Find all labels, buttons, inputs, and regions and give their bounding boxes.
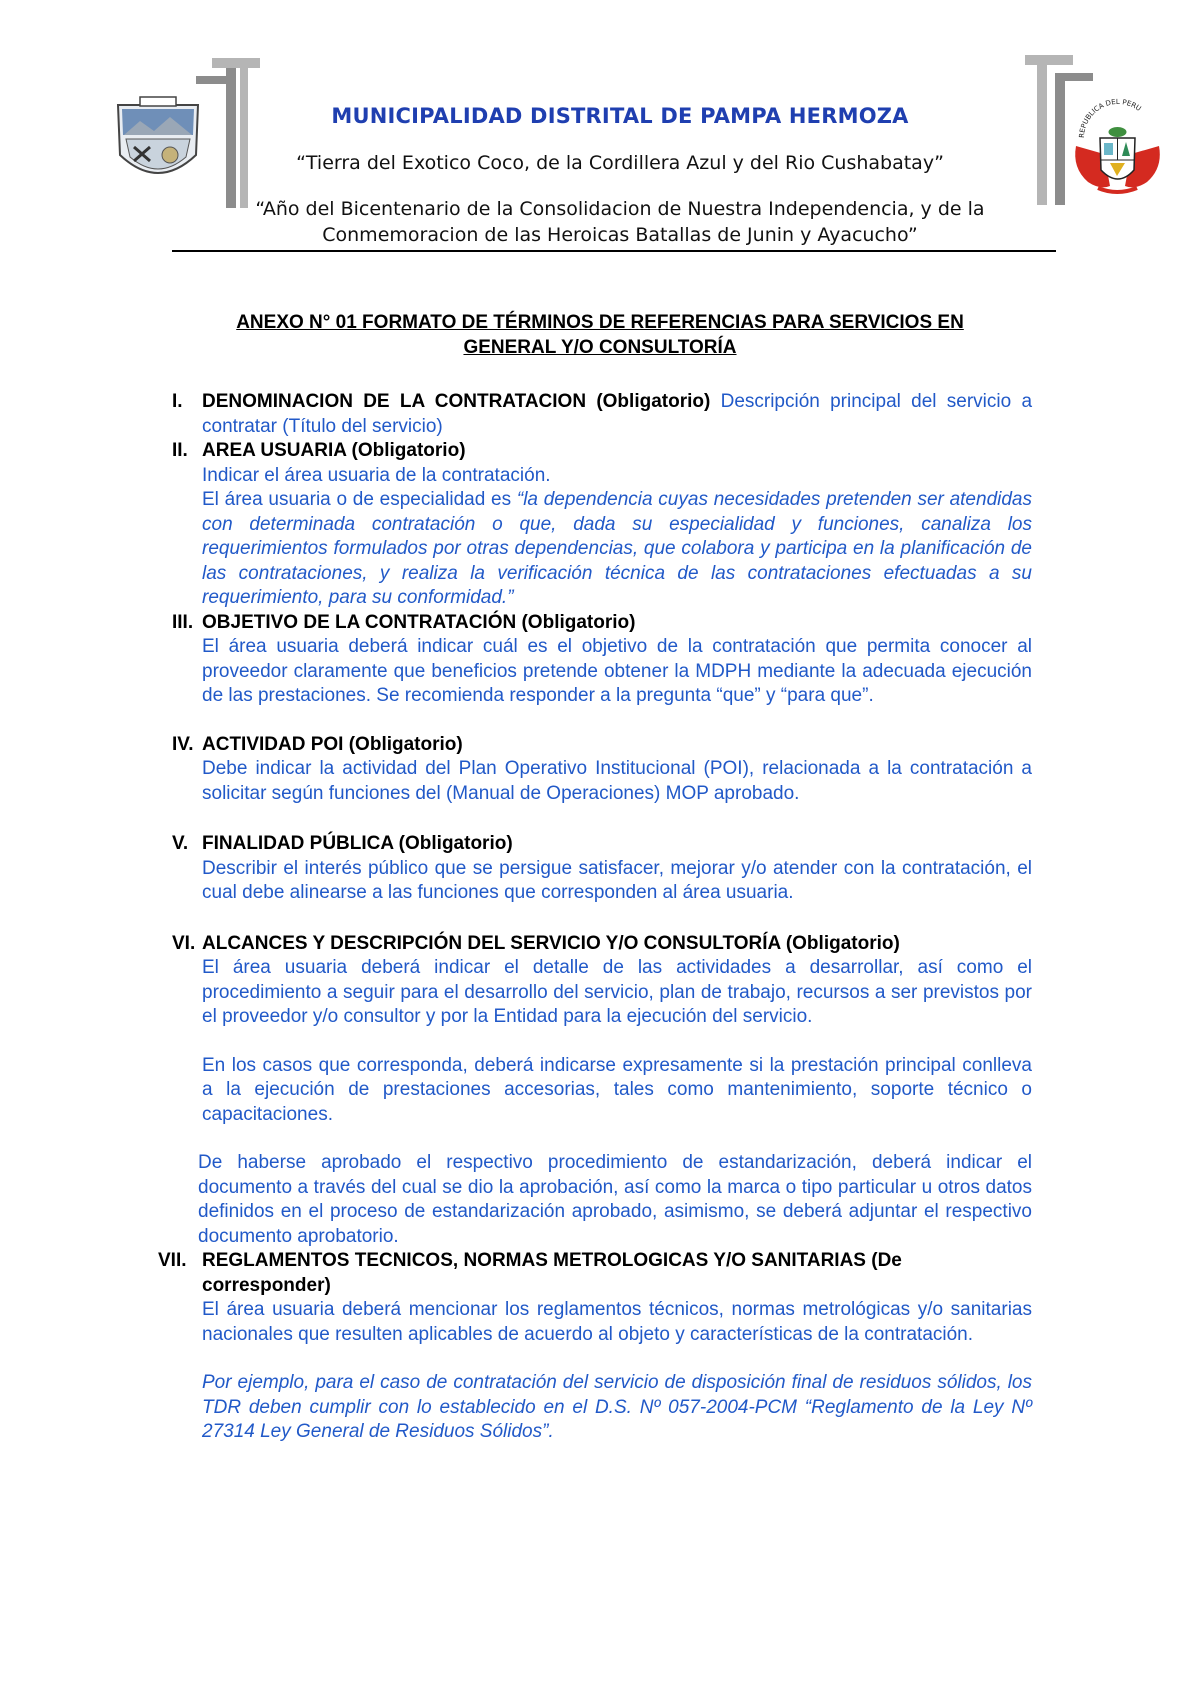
section-5-number: V. (172, 833, 189, 854)
municipality-name: MUNICIPALIDAD DISTRITAL DE PAMPA HERMOZA (331, 104, 909, 128)
section-1-tag: (Obligatorio) (596, 391, 711, 412)
section-3-paragraph-1: El área usuaria deberá indicar cuál es el objetivo de la contratación que permita conocer al proveedor claramente que beneficios pretende obtener la MDPH mediante la adecuada ejecución de las prestaciones. Se recomienda responder a la pregunta “que” y “para que”. (202, 636, 1032, 706)
year-name-line-1: “Año del Bicentenario de la Consolidacion de Nuestra Independencia, y de la (255, 198, 985, 220)
section-7-number: VII. (158, 1250, 187, 1271)
section-2-paragraph-2-lead: El área usuaria o de especialidad es (202, 489, 517, 510)
section-7-heading: REGLAMENTOS TECNICOS, NORMAS METROLOGICAS Y/O SANITARIAS (De corresponder) (202, 1250, 902, 1296)
section-2-paragraph-1: Indicar el área usuaria de la contratación. (202, 464, 551, 486)
section-1-number: I. (172, 391, 183, 412)
annex-title-line-2: GENERAL Y/O CONSULTORÍA (463, 337, 737, 358)
header-divider (172, 250, 1056, 252)
section-4 (172, 733, 1032, 807)
section-4-heading: ACTIVIDAD POI (Obligatorio) (202, 733, 463, 755)
section-7 (158, 1249, 1032, 1445)
section-7-example-paragraph: Por ejemplo, para el caso de contratación del servicio de disposición final de residuos sólidos, los TDR deben cumplir con lo establecido en el D.S. Nº 057-2004-PCM “Reglamento de la Ley Nº 27314 Ley General de Residuos Sólidos”. (202, 1372, 1032, 1442)
section-5-paragraph-1: Describir el interés público que se persigue satisfacer, mejorar y/o atender con la contratación, el cual debe alinearse a las funciones que corresponden al área usuaria. (202, 857, 1032, 903)
section-4-number: IV. (172, 733, 194, 755)
section-2-heading: AREA USUARIA (Obligatorio) (202, 440, 466, 461)
section-2 (172, 439, 1032, 611)
section-3-heading: OBJETIVO DE LA CONTRATACIÓN (Obligatorio) (202, 611, 636, 633)
section-6-paragraph-1: El área usuaria deberá indicar el detalle de las actividades a desarrollar, así como el procedimiento a seguir para el desarrollo del servicio, plan de trabajo, recursos a ser previstos por el proveedor y/o consultor y por la Entidad para la ejecución del servicio. (202, 957, 1032, 1027)
section-3-number: III. (172, 611, 194, 633)
section-5 (172, 832, 1032, 906)
municipality-motto: “Tierra del Exotico Coco, de la Cordillera Azul y del Rio Cushabatay” (296, 152, 944, 174)
section-5-heading: FINALIDAD PÚBLICA (Obligatorio) (202, 833, 513, 854)
svg-text:REPUBLICA DEL PERU: REPUBLICA DEL PERU (1077, 98, 1143, 139)
year-name (180, 196, 1060, 248)
section-2-paragraph-2 (202, 488, 1032, 611)
section-6-heading: ALCANCES Y DESCRIPCIÓN DEL SERVICIO Y/O CONSULTORÍA (Obligatorio) (202, 932, 900, 954)
section-7-paragraph-1: El área usuaria deberá mencionar los reglamentos técnicos, normas metrológicas y/o sanitarias nacionales que resulten aplicables de acuerdo al objeto y características de la contratación. (202, 1299, 1032, 1345)
section-6-paragraph-2: En los casos que corresponda, deberá indicarse expresamente si la prestación principal conlleva a la ejecución de prestaciones accesorias, tales como mantenimiento, soporte técnico o capacitaciones. (202, 1054, 1032, 1125)
section-2-definition-quote: “la dependencia cuyas necesidades pretenden ser atendidas con determinada contratación o que, dada su especialidad y funciones, canaliza los requerimientos formulados por otras dependencias, que colabora y participa en la planificación de las contrataciones, y realiza la verificación técnica de las contrataciones efectuadas a su requerimiento, para su conformidad.” (202, 489, 1032, 608)
section-4-paragraph-1: Debe indicar la actividad del Plan Operativo Institucional (POI), relacionada a la contratación a solicitar según funciones del (Manual de Operaciones) MOP aprobado. (202, 758, 1032, 804)
section-6-number: VI. (172, 932, 196, 954)
annex-title-line-1: ANEXO N° 01 FORMATO DE TÉRMINOS DE REFERENCIAS PARA SERVICIOS EN (236, 312, 964, 333)
section-1-heading: DENOMINACION DE LA CONTRATACION (202, 391, 587, 412)
section-3 (172, 611, 1032, 709)
section-1-description: Descripción principal del servicio a contratar (Título del servicio) (202, 391, 1033, 437)
year-name-line-2: Conmemoracion de las Heroicas Batallas de Junin y Ayacucho” (322, 224, 918, 246)
peru-coat-of-arms-logo (1070, 98, 1165, 198)
document-body (158, 390, 1033, 1445)
annex-title (160, 310, 1040, 360)
municipality-crest-logo (110, 95, 206, 191)
section-1 (172, 390, 1032, 439)
section-6-paragraph-3: De haberse aprobado el respectivo procedimiento de estandarización, deberá indicar el documento a través del cual se dio la aprobación, así como la marca o tipo particular u otros datos definidos en el proceso de estandarización aprobado, asimismo, se deberá adjuntar el respectivo documento aprobatorio. (198, 1152, 1032, 1247)
section-6 (172, 932, 1032, 1250)
decorative-bars-left-icon (196, 58, 260, 208)
section-2-number: II. (172, 440, 188, 461)
